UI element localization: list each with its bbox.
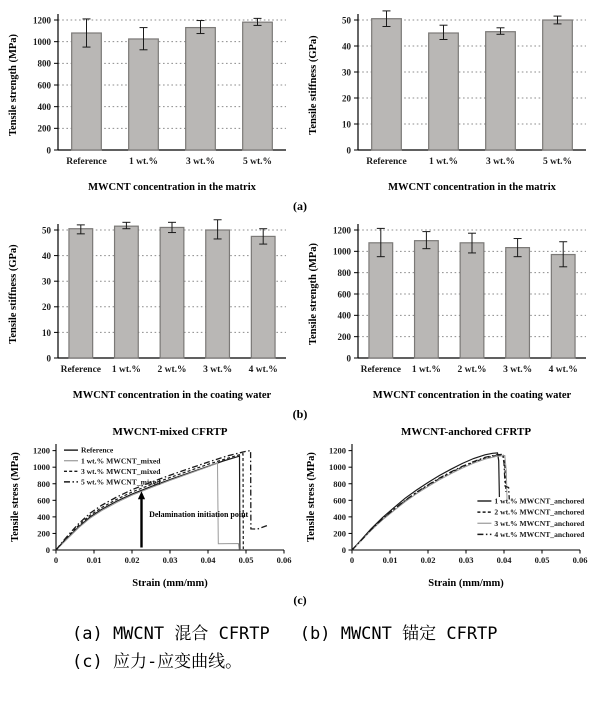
svg-text:4 wt.%: 4 wt.% bbox=[248, 365, 278, 375]
svg-text:3 wt.%: 3 wt.% bbox=[185, 157, 216, 167]
svg-text:0: 0 bbox=[45, 545, 50, 555]
svg-text:1200: 1200 bbox=[33, 445, 50, 456]
svg-text:5 wt.% MWCNT_mixed: 5 wt.% MWCNT_mixed bbox=[80, 477, 161, 487]
svg-text:0.06: 0.06 bbox=[572, 555, 588, 565]
svg-text:3 wt.%: 3 wt.% bbox=[203, 365, 233, 375]
row-a-charts bbox=[0, 6, 600, 196]
svg-text:0.05: 0.05 bbox=[238, 555, 254, 565]
svg-text:200: 200 bbox=[333, 528, 346, 539]
svg-text:Tensile strength (MPa): Tensile strength (MPa) bbox=[8, 33, 19, 137]
svg-text:1 wt.%: 1 wt.% bbox=[428, 157, 459, 167]
svg-text:0: 0 bbox=[346, 353, 351, 364]
svg-text:0.02: 0.02 bbox=[124, 555, 140, 565]
svg-text:2 wt.%: 2 wt.% bbox=[457, 365, 487, 375]
svg-text:Tensile stiffness (GPa): Tensile stiffness (GPa) bbox=[308, 35, 319, 135]
svg-text:1200: 1200 bbox=[329, 445, 346, 456]
svg-text:Reference: Reference bbox=[366, 157, 407, 167]
svg-text:Tensile strength (MPa): Tensile strength (MPa) bbox=[308, 242, 319, 346]
svg-text:0.03: 0.03 bbox=[162, 555, 178, 565]
svg-text:600: 600 bbox=[337, 289, 351, 300]
svg-text:10: 10 bbox=[42, 327, 51, 338]
svg-text:0: 0 bbox=[46, 353, 51, 364]
svg-text:1000: 1000 bbox=[333, 246, 351, 257]
svg-text:400: 400 bbox=[333, 511, 346, 522]
svg-text:1 wt.% MWCNT_anchored: 1 wt.% MWCNT_anchored bbox=[494, 496, 585, 506]
chart-mwcnt-mixed-stress-strain bbox=[8, 424, 296, 590]
svg-text:800: 800 bbox=[37, 58, 51, 69]
svg-text:Strain (mm/mm): Strain (mm/mm) bbox=[132, 578, 208, 589]
svg-text:200: 200 bbox=[37, 123, 51, 134]
svg-text:4 wt.%: 4 wt.% bbox=[548, 365, 578, 375]
row-b-label: (b) bbox=[292, 407, 308, 421]
svg-text:0.04: 0.04 bbox=[496, 555, 512, 565]
svg-text:1 wt.% MWCNT_mixed: 1 wt.% MWCNT_mixed bbox=[80, 456, 161, 466]
svg-text:Reference: Reference bbox=[80, 445, 114, 455]
svg-text:800: 800 bbox=[337, 268, 351, 279]
svg-text:1 wt.%: 1 wt.% bbox=[128, 157, 159, 167]
svg-text:MWCNT concentration in the mat: MWCNT concentration in the matrix bbox=[88, 182, 256, 193]
svg-text:0: 0 bbox=[349, 555, 355, 565]
svg-text:MWCNT concentration in the mat: MWCNT concentration in the matrix bbox=[388, 182, 556, 193]
svg-text:0.05: 0.05 bbox=[534, 555, 550, 565]
figure-caption bbox=[0, 610, 600, 676]
row-c-label: (c) bbox=[293, 593, 307, 607]
svg-text:200: 200 bbox=[337, 332, 351, 343]
svg-text:50: 50 bbox=[42, 225, 51, 236]
svg-text:400: 400 bbox=[37, 511, 50, 522]
chart-tensile-strength-matrix bbox=[4, 6, 296, 196]
svg-text:0.01: 0.01 bbox=[382, 555, 398, 565]
caption-part-b: (b) MWCNT 锚定 CFRTP bbox=[299, 624, 498, 644]
svg-text:400: 400 bbox=[337, 310, 351, 321]
svg-text:0.01: 0.01 bbox=[86, 555, 102, 565]
svg-text:600: 600 bbox=[37, 80, 51, 91]
svg-text:0: 0 bbox=[46, 145, 51, 156]
svg-text:10: 10 bbox=[342, 119, 351, 130]
svg-text:200: 200 bbox=[37, 528, 50, 539]
svg-text:30: 30 bbox=[342, 67, 351, 78]
svg-text:800: 800 bbox=[333, 478, 346, 489]
svg-text:0.02: 0.02 bbox=[420, 555, 436, 565]
svg-text:30: 30 bbox=[42, 276, 51, 287]
svg-text:800: 800 bbox=[37, 478, 50, 489]
caption-part-a: (a) MWCNT 混合 CFRTP bbox=[72, 624, 270, 644]
svg-text:40: 40 bbox=[342, 41, 351, 52]
svg-text:3 wt.% MWCNT_anchored: 3 wt.% MWCNT_anchored bbox=[494, 518, 585, 528]
svg-text:5 wt.%: 5 wt.% bbox=[542, 157, 573, 167]
svg-text:Delamination initiation point: Delamination initiation point bbox=[149, 509, 249, 519]
svg-text:Reference: Reference bbox=[60, 365, 102, 375]
svg-text:0.06: 0.06 bbox=[276, 555, 292, 565]
svg-text:Tensile stiffness (GPa): Tensile stiffness (GPa) bbox=[8, 244, 19, 344]
svg-text:3 wt.%: 3 wt.% bbox=[485, 157, 516, 167]
chart-tensile-strength-coating bbox=[304, 216, 596, 404]
row-b-charts bbox=[0, 216, 600, 404]
svg-text:1000: 1000 bbox=[33, 37, 51, 48]
svg-text:600: 600 bbox=[37, 495, 50, 506]
svg-text:Reference: Reference bbox=[66, 157, 107, 167]
svg-text:1200: 1200 bbox=[33, 15, 51, 26]
chart-tensile-stiffness-matrix bbox=[304, 6, 596, 196]
svg-text:Tensile stress (MPa): Tensile stress (MPa) bbox=[306, 452, 317, 542]
caption-line-2: (c) 应力-应变曲线。 bbox=[72, 652, 243, 672]
svg-text:1000: 1000 bbox=[329, 462, 346, 473]
svg-text:0: 0 bbox=[341, 545, 346, 555]
svg-text:1 wt.%: 1 wt.% bbox=[111, 365, 141, 375]
svg-text:0.04: 0.04 bbox=[200, 555, 216, 565]
svg-text:Strain (mm/mm): Strain (mm/mm) bbox=[428, 578, 504, 589]
row-a-label: (a) bbox=[293, 199, 307, 213]
svg-text:20: 20 bbox=[42, 302, 51, 313]
svg-text:40: 40 bbox=[42, 251, 51, 261]
svg-text:MWCNT concentration in the coa: MWCNT concentration in the coating water bbox=[72, 390, 272, 401]
caption-line-1 bbox=[72, 620, 600, 648]
svg-text:MWCNT-anchored CFRTP: MWCNT-anchored CFRTP bbox=[400, 426, 532, 438]
row-c-charts bbox=[0, 424, 600, 590]
svg-text:Reference: Reference bbox=[360, 365, 402, 375]
svg-text:20: 20 bbox=[342, 93, 351, 104]
svg-text:MWCNT-mixed CFRTP: MWCNT-mixed CFRTP bbox=[112, 426, 228, 438]
svg-text:1200: 1200 bbox=[333, 225, 351, 236]
svg-text:50: 50 bbox=[342, 15, 351, 26]
svg-text:0: 0 bbox=[53, 555, 59, 565]
svg-text:2 wt.%: 2 wt.% bbox=[157, 365, 187, 375]
svg-text:0.03: 0.03 bbox=[458, 555, 474, 565]
svg-text:600: 600 bbox=[333, 495, 346, 506]
svg-text:3 wt.%: 3 wt.% bbox=[503, 365, 533, 375]
chart-mwcnt-anchored-stress-strain bbox=[304, 424, 592, 590]
svg-text:0: 0 bbox=[346, 145, 351, 156]
chart-tensile-stiffness-coating bbox=[4, 216, 296, 404]
svg-text:1 wt.%: 1 wt.% bbox=[411, 365, 441, 375]
svg-text:MWCNT concentration in the coa: MWCNT concentration in the coating water bbox=[372, 390, 572, 401]
svg-text:2 wt.% MWCNT_anchored: 2 wt.% MWCNT_anchored bbox=[494, 507, 585, 517]
svg-text:5 wt.%: 5 wt.% bbox=[242, 157, 273, 167]
svg-text:4 wt.% MWCNT_anchored: 4 wt.% MWCNT_anchored bbox=[494, 529, 585, 539]
svg-text:3 wt.% MWCNT_mixed: 3 wt.% MWCNT_mixed bbox=[80, 466, 161, 476]
svg-text:400: 400 bbox=[37, 102, 51, 113]
svg-text:1000: 1000 bbox=[33, 462, 50, 473]
svg-text:Tensile stress (MPa): Tensile stress (MPa) bbox=[10, 452, 21, 542]
